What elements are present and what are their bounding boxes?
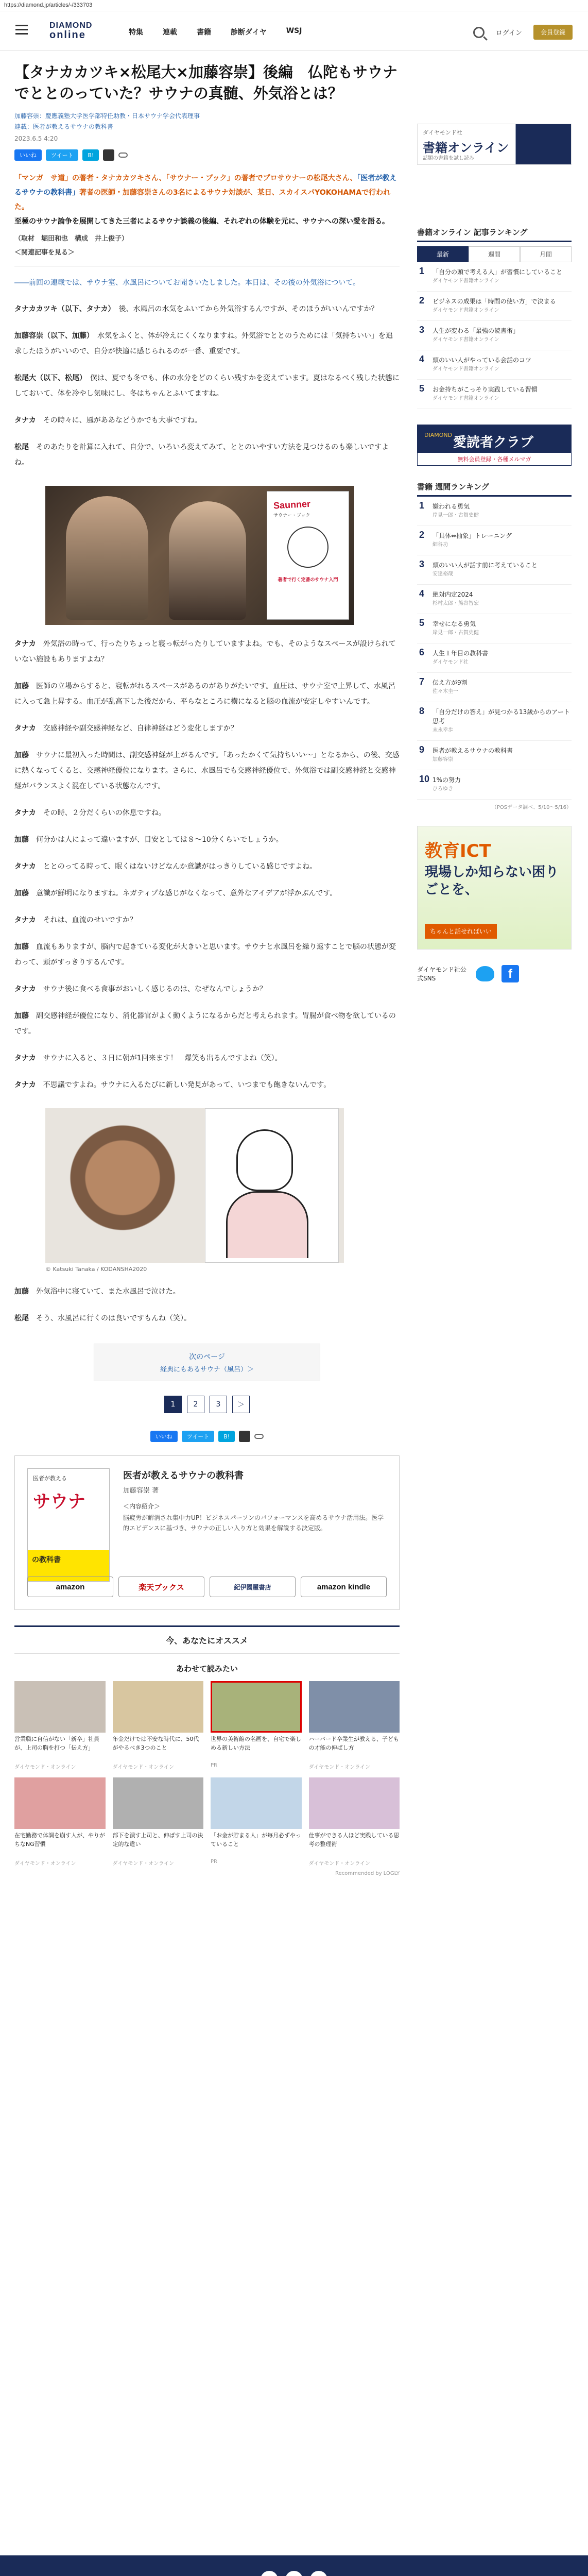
ranking-item[interactable]: 3 人生が変わる「最強の読書術」 ダイヤモンド書籍オンライン <box>417 321 572 350</box>
ranking-item[interactable]: 4 頭のいい人がやっている会話のコツ ダイヤモンド書籍オンライン <box>417 350 572 380</box>
book-description: 脳疲労が解消され集中力UP！ビジネスパーソンのパフォーマンスを高めるサウナ活用法。医学的エビデンスに基づき、サウナの正しい入り方と効果を解説する決定版。 <box>123 1514 384 1532</box>
recommend-card[interactable]: 「お金が貯まる人」が毎月必ずやっていること PR <box>211 1777 302 1867</box>
site-header <box>0 11 588 50</box>
site-footer <box>0 2555 588 2576</box>
tab-latest[interactable]: 最新 <box>417 246 469 262</box>
book-ranking-item[interactable]: 8 「自分だけの答え」が見つかる13歳からのアート思考 末永幸歩 <box>417 702 572 741</box>
recommend-card[interactable]: 世界の美術館の名画を、自宅で楽しめる新しい方法 PR <box>211 1681 302 1770</box>
dialogue-paragraph: 加藤 外気浴中に寝ていて、また水風呂で泣けた。 <box>14 1287 180 1296</box>
article-intro: ――前回の連載では、サウナ室、水風呂についてお聞きいたしました。本日は、その後の外気浴について。 <box>14 279 360 287</box>
also-read-heading: あわせて読みたい <box>176 1664 238 1673</box>
credit: （取材 堀田和也 構成 井上俊子） <box>14 235 129 243</box>
book-ranking-item[interactable]: 9 医者が教えるサウナの教科書 加藤容崇 <box>417 741 572 770</box>
book-author: 加藤容崇 著 <box>123 1487 159 1495</box>
facebook-icon[interactable]: f <box>501 965 519 982</box>
dialogue-paragraph: 加藤 医師の立場からすると、寝転がれるスペースがあるのがありがたいです。血圧は、サウナ室で上昇して、水風呂に入って急上昇する。血圧が乱高下した後だから、平らなところに横になると脳の血流が安定しやすいんです。 <box>14 682 395 706</box>
logo-top: DIAMOND <box>49 21 93 30</box>
buy-amazon-button[interactable]: amazon <box>27 1577 113 1597</box>
dialogue-paragraph: 加藤容崇（以下、加藤） 水気をふくと、体が冷えにくくなりますね。外気浴でととのうためには「気持ちいい」を追求したほうがいいので、自分が快適に感じられるのが一番、重要です。 <box>14 332 393 355</box>
dialogue-paragraph: 松尾 そう、水風呂に行くのは良いですもんね（笑）。 <box>14 1314 191 1323</box>
ranking-period: （POSデータ調べ、5/10～5/16） <box>491 805 572 810</box>
book-ranking-item[interactable]: 6 人生１年目の教科書 ダイヤモンド社 <box>417 643 572 673</box>
related-toggle[interactable]: ＜関連記事を見る＞ <box>14 249 75 257</box>
article <box>14 62 400 1876</box>
ranking-tabs <box>417 246 572 262</box>
buy-rakuten-button[interactable]: 楽天ブックス <box>118 1577 204 1597</box>
book-title[interactable]: 医者が教えるサウナの教科書 <box>123 1470 244 1481</box>
page-title: 【タナカカツキ×松尾大×加藤容崇】後編 仏陀もサウナでととのっていた？サウナの真髄、外気浴とは？ <box>14 63 398 102</box>
book-promo: 医者が教える サウナ の教科書 医者が教えるサウナの教科書 加藤容崇 著 ＜内容紹介＞ 脳疲労が解消され集中力UP！ビジネスパーソンのパフォーマンスを高めるサウナ活用法。医学的エビデンスに基づき、サウナの正しい入り方と効果を解説する決定版。 amazon 楽天ブックス 紀伊國屋書店 amazon kindle <box>14 1455 400 1610</box>
sponsored-label: Recommended by LOGLY <box>335 1871 400 1876</box>
ranking-item[interactable]: 1 「自分の頭で考える人」が習慣にしていること ダイヤモンド書籍オンライン <box>417 262 572 292</box>
dialogue-paragraph: タナカ ととのってる時って、眠くはないけどなんか意識がはっきりしている感じですよね。 <box>14 862 317 871</box>
tab-monthly[interactable]: 月間 <box>520 246 572 262</box>
recommend-card[interactable]: 営業職に自信がない「新卒」社員が、上司の胸を打つ「伝え方」 ダイヤモンド・オンライン <box>14 1681 106 1770</box>
tweet-button[interactable]: ツイート <box>46 149 78 161</box>
weekly-ranking-heading: 書籍 週間ランキング <box>417 481 572 497</box>
facebook-like-button[interactable]: いいね <box>14 149 42 161</box>
tab-weekly[interactable]: 週間 <box>469 246 520 262</box>
url-bar[interactable]: https://diamond.jp/articles/-/333703 <box>0 0 588 11</box>
sidebar <box>417 124 572 982</box>
dialogue-paragraph: 松尾 そのあたりを計算に入れて、自分で、いろいろ変えてみて、ととのいやすい方法を見つけるのも楽しいですよね。 <box>14 443 389 467</box>
dialogue-paragraph: 加藤 血流もありますが、脳内で起きている変化が大きいと思います。サウナと水風呂を繰り返すことで脳の状態が変わって、頭がすっきりするんです。 <box>14 943 396 967</box>
ranking-heading: 書籍オンライン 記事ランキング <box>417 227 572 242</box>
search-icon[interactable] <box>473 27 485 38</box>
book-ranking-item[interactable]: 10 1%の努力 ひろゆき <box>417 770 572 800</box>
logo-bottom: online <box>49 29 86 41</box>
dialogue-paragraph: 加藤 意識が鮮明になりますね。ネガティブな感じがなくなって、意外なアイデアが浮かぶんです。 <box>14 889 337 897</box>
recommend-card[interactable]: 年金だけでは不安な時代に、50代がやるべき3つのこと ダイヤモンド・オンライン <box>113 1681 204 1770</box>
nav-item-diagnosis[interactable]: 診断ダイヤ <box>231 28 267 37</box>
facebook-like-button[interactable]: いいね <box>150 1431 178 1442</box>
recommend-heading: 今、あなたにオススメ <box>14 1625 400 1654</box>
page-2[interactable]: 2 <box>187 1396 204 1413</box>
hatena-button[interactable]: B! <box>218 1431 235 1442</box>
recommend-card[interactable]: ハーバード卒業生が教える、子どもの才能の伸ばし方 ダイヤモンド・オンライン <box>309 1681 400 1770</box>
dialogue-paragraph: タナカ 外気浴の時って、行ったりちょっと寝っ転がったりしていますよね。でも、そのようなスペースが設けられていない施設もありますよね？ <box>14 640 396 664</box>
book-ranking-item[interactable]: 2 「具体⇔抽象」トレーニング 細谷功 <box>417 526 572 555</box>
article-lead: 「マンガ サ道」の著者・タナカカツキさん、「サウナー・ブック」の著者でプロサウナーの松尾大さん、「医者が教えるサウナの教科書」著者の医師・加藤容崇さんの3名によるサウナ対談が、某日、スカイスパYOKOHAMAで行われた。 至極のサウナ論争を展開してきた三者によるサウナ談義の後編、それぞれの体験を元に、サウナへの深い愛を語る。 <box>14 174 397 226</box>
person-image <box>169 501 246 620</box>
ranking-item[interactable]: 5 お金持ちがこっそり実践している習慣 ダイヤモンド書籍オンライン <box>417 380 572 409</box>
books-online-banner[interactable]: ダイヤモンド社 書籍オンライン 話題の書籍を試し読み <box>417 124 572 165</box>
illustration-image <box>205 1108 339 1263</box>
tweet-button[interactable]: ツイート <box>182 1431 214 1442</box>
dialogue-paragraph: タナカ 交感神経や副交感神経など、自律神経はどう変化しますか？ <box>14 724 238 733</box>
pocket-icon[interactable] <box>103 149 114 161</box>
person-image <box>45 1108 200 1263</box>
dialogue-paragraph: 松尾大（以下、松尾） 僕は、夏でも冬でも、体の水分をどのくらい残すかを変えています。夏はなるべく残した状態にしておいて、体を冷やし気味にし、冬はちゃんとふいてますね。 <box>14 374 400 398</box>
book-cover[interactable]: 医者が教える サウナ の教科書 <box>27 1468 110 1582</box>
dialogue-paragraph: タナカ その時、２分だくらいの休息ですね。 <box>14 809 166 817</box>
global-nav <box>129 27 302 37</box>
recommend-card[interactable]: 部下を潰す上司と、伸ばす上司の決定的な違い ダイヤモンド・オンライン <box>113 1777 204 1867</box>
pagination <box>14 1396 400 1413</box>
link-icon[interactable] <box>254 1434 264 1439</box>
nav-item-wsj[interactable]: WSJ <box>286 27 302 35</box>
publish-date: 2023.6.5 4:20 <box>14 135 58 142</box>
series-link[interactable]: 連載：医者が教えるサウナの教科書 <box>14 123 114 130</box>
ranking-item[interactable]: 2 ビジネスの成果は「時間の使い方」で決まる ダイヤモンド書籍オンライン <box>417 292 572 321</box>
twitter-icon[interactable] <box>261 2571 278 2576</box>
article-photo-2 <box>45 1108 344 1263</box>
login-link[interactable]: ログイン <box>495 29 522 37</box>
facebook-icon[interactable] <box>285 2571 303 2576</box>
buy-kinokuniya-button[interactable]: 紀伊國屋書店 <box>210 1577 296 1597</box>
link-icon[interactable] <box>118 152 128 158</box>
recommend-card[interactable]: 在宅勤務で体調を崩す人が、やりがちなNG習慣 ダイヤモンド・オンライン <box>14 1777 106 1867</box>
member-button[interactable]: 会員登録 <box>533 25 573 40</box>
ad-banner[interactable]: 教育ICT 現場しか知らない困りごとを、 ちゃんと話せればいい <box>417 826 572 950</box>
nav-item-series[interactable]: 連載 <box>163 28 177 37</box>
hatena-button[interactable]: B! <box>82 149 99 161</box>
dialogue-paragraph: タナカカツキ（以下、タナカ） 後、水風呂の水気をふいてから外気浴するんですが、そのほうがいいんですか？ <box>14 305 378 313</box>
next-page-link[interactable]: 次のページ 経典にもあるサウナ（風呂）＞ <box>94 1344 320 1381</box>
dialogue-paragraph: タナカ サウナに入ると、３日に朝が1回来ます！ 爆笑も出るんですよね（笑）。 <box>14 1054 282 1062</box>
article-photo-1 <box>45 486 354 625</box>
share-row-top <box>14 149 400 161</box>
rss-icon[interactable] <box>310 2571 327 2576</box>
dialogue-paragraph: タナカ サウナ後に食べる食事がおいしく感じるのは、なぜなんでしょうか？ <box>14 985 267 993</box>
sidebar-social: ダイヤモンド社公式SNS f <box>417 965 572 982</box>
page-1[interactable]: 1 <box>164 1396 182 1413</box>
site-logo[interactable] <box>49 22 106 42</box>
recommend-grid <box>14 1681 400 1867</box>
author-link[interactable]: 加藤容崇：慶應義塾大学医学部特任助教・日本サウナ学会代表理事 <box>14 112 200 120</box>
book-ranking-item[interactable]: 5 幸せになる勇気 岸見一郎・古賀史健 <box>417 614 572 643</box>
pocket-icon[interactable] <box>239 1431 250 1442</box>
nav-item-special[interactable]: 特集 <box>129 28 143 37</box>
book-ranking-item[interactable]: 1 嫌われる勇気 岸見一郎・古賀史健 <box>417 497 572 526</box>
book-ranking-item[interactable]: 7 伝え方が9割 佐々木圭一 <box>417 673 572 702</box>
reader-club-banner[interactable]: DIAMOND 愛読者クラブ 無料会員登録・各種メルマガ <box>417 425 572 466</box>
twitter-icon[interactable] <box>476 966 494 981</box>
share-row-bottom <box>14 1431 400 1442</box>
photo-caption: © Katsuki Tanaka / KODANSHA2020 <box>45 1266 147 1273</box>
book-cover-image: Saunner サウナー・ブック 著者で行く定番のサウナ入門 <box>267 491 349 620</box>
menu-icon[interactable] <box>15 25 28 35</box>
book-ranking-item[interactable]: 3 頭のいい人が話す前に考えていること 安達裕哉 <box>417 555 572 585</box>
page-next[interactable]: ＞ <box>232 1396 250 1413</box>
dialogue-paragraph: 加藤 副交感神経が優位になり、消化器官がよく動くようになるからだと考えられます。胃腸が食べ物を欲しているのです。 <box>14 1012 396 1036</box>
dialogue-paragraph: タナカ それは、血流のせいですか？ <box>14 916 137 924</box>
page-3[interactable]: 3 <box>210 1396 227 1413</box>
buy-kindle-button[interactable]: amazon kindle <box>301 1577 387 1597</box>
dialogue-paragraph: 加藤 サウナに最初入った時間は、副交感神経が上がるんです。「あったかくて気持ちいい～」となるから、の後、交感に熱くなってくると、交感神経優位になります。さらに、水風呂でも交感神経優位で、外気浴では副交感神経と交感神経がバランスよく混在している状態なんです。 <box>14 751 400 790</box>
recommend-card[interactable]: 仕事ができる人ほど実践している思考の整理術 ダイヤモンド・オンライン <box>309 1777 400 1867</box>
dialogue-paragraph: 加藤 何分かは人によって違いますが、目安としては８～10分くらいでしょうか。 <box>14 836 283 844</box>
nav-item-books[interactable]: 書籍 <box>197 28 211 37</box>
book-ranking-item[interactable]: 4 絶対内定2024 杉村太郎・熊谷智宏 <box>417 585 572 614</box>
person-image <box>66 496 148 620</box>
dialogue-paragraph: タナカ 不思議ですよね。サウナに入るたびに新しい発見があって、いつまでも飽きないんです。 <box>14 1081 331 1089</box>
dialogue-paragraph: タナカ その時々に、風がああなどうかでも大事ですね。 <box>14 416 202 425</box>
